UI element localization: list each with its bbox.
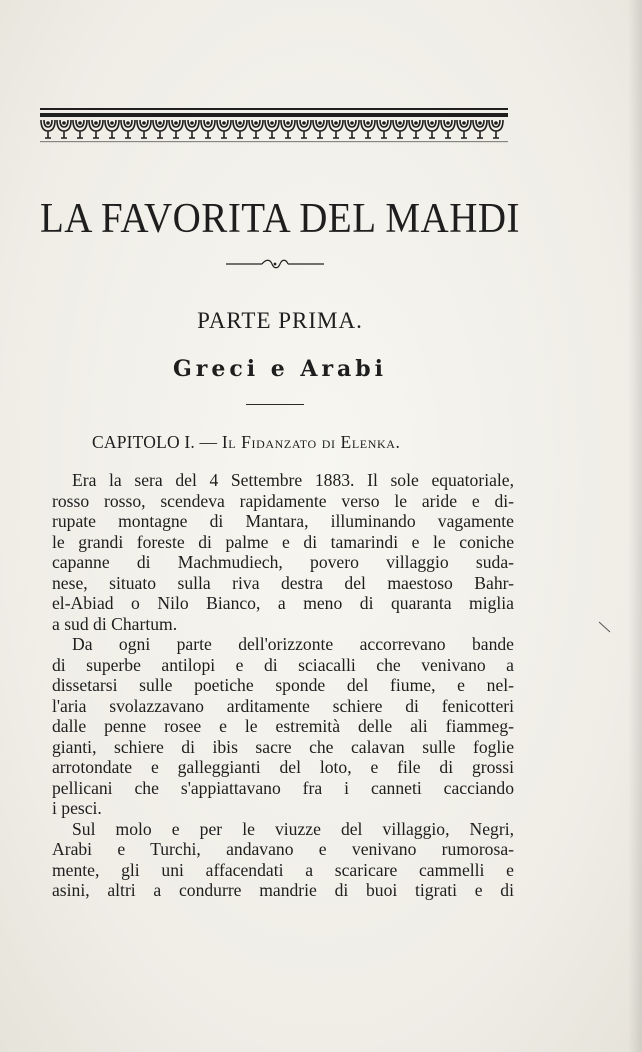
ornament-motif — [473, 120, 487, 138]
part-subtitle: Greci e Arabi — [172, 356, 388, 382]
ornament-motif — [457, 120, 471, 138]
text-line: rupate montagne di Mantara, illuminando vagamente — [52, 511, 514, 531]
text-line: Arabi e Turchi, andavano e venivano rumorosa- — [52, 839, 514, 859]
ornament-motif — [41, 120, 55, 138]
ornament-motif — [425, 120, 439, 138]
ornament-motif — [57, 120, 71, 138]
chapter-number: CAPITOLO I. — — [92, 432, 218, 452]
text-line: Era la sera del 4 Settembre 1883. Il sole equatoriale, — [72, 470, 514, 490]
book-title: LA FAVORITA DEL MAHDI — [39, 195, 521, 242]
ornament-motif — [217, 120, 231, 138]
text-line: gianti, schiere di ibis sacre che calavan sulle foglie — [52, 736, 514, 757]
text-line: mente, gli uni affacendati a scaricare cammelli e — [52, 859, 514, 880]
title-divider-ornament-icon — [226, 258, 324, 270]
ornament-motif — [169, 120, 183, 138]
ornament-motif — [393, 120, 407, 138]
part-heading: PARTE PRIMA. — [197, 308, 363, 333]
ornament-motif — [345, 120, 359, 138]
ornament-motif — [329, 120, 343, 138]
ornament-motif — [281, 120, 295, 138]
text-line: i pesci. — [52, 798, 102, 818]
ornament-motif — [361, 120, 375, 138]
ornament-motif — [297, 120, 311, 138]
text-line: dalle penne rosee e le estremità delle ali fiammeg- — [52, 716, 514, 736]
ornament-motif — [249, 120, 263, 138]
ornament-motif — [201, 120, 215, 138]
section-rule — [246, 404, 304, 405]
text-line: nese, situato sulla riva destra del maestoso Bahr- — [52, 572, 514, 593]
page-gutter-shadow — [628, 0, 642, 1052]
decorative-header-ornament-icon — [40, 100, 508, 146]
chapter-heading — [92, 432, 400, 453]
chapter-body-text — [52, 470, 514, 901]
ornament-motif — [313, 120, 327, 138]
text-line: asini, altri a condurre mandrie di buoi tigrati e di — [52, 880, 514, 900]
ornament-motif — [137, 120, 151, 138]
ornament-motif — [409, 120, 423, 138]
text-line: l'aria svolazzavano arditamente schiere di fenicotteri — [52, 695, 514, 716]
ornament-motif — [73, 120, 87, 138]
text-line: arrotondate e galleggianti del loto, e file di grossi — [52, 757, 514, 777]
text-line: a sud di Chartum. — [52, 613, 178, 634]
text-line: dissetarsi sulle poetiche sponde del fiume, e nel- — [52, 675, 514, 695]
ornament-motif — [153, 120, 167, 138]
ornament-motif — [233, 120, 247, 138]
ornament-motif — [185, 120, 199, 138]
ornament-motif — [105, 120, 119, 138]
margin-pencil-mark-icon — [598, 620, 612, 634]
ornament-motif — [489, 120, 503, 138]
chapter-name: Il Fidanzato di Elenka. — [221, 432, 401, 452]
text-line: di superbe antilopi e di sciacalli che venivano a — [52, 654, 514, 675]
ornament-motif — [377, 120, 391, 138]
text-line: capanne di Machmudiech, povero villaggio suda- — [52, 552, 514, 572]
text-line: Da ogni parte dell'orizzonte accorrevano bande — [72, 634, 514, 654]
ornament-motif — [89, 120, 103, 138]
ornament-motif — [121, 120, 135, 138]
text-line: el-Abiad o Nilo Bianco, a meno di quaranta miglia — [52, 593, 514, 613]
text-line: Sul molo e per le viuzze del villaggio, Negri, — [72, 818, 514, 839]
text-line: rosso rosso, scendeva rapidamente verso le aride e di- — [52, 490, 514, 511]
text-line: le grandi foreste di palme e di tamarindi e le coniche — [52, 531, 514, 552]
ornament-motif — [265, 120, 279, 138]
ornament-motif — [441, 120, 455, 138]
text-line: pellicani che s'appiattavano fra i canneti cacciando — [52, 777, 514, 798]
